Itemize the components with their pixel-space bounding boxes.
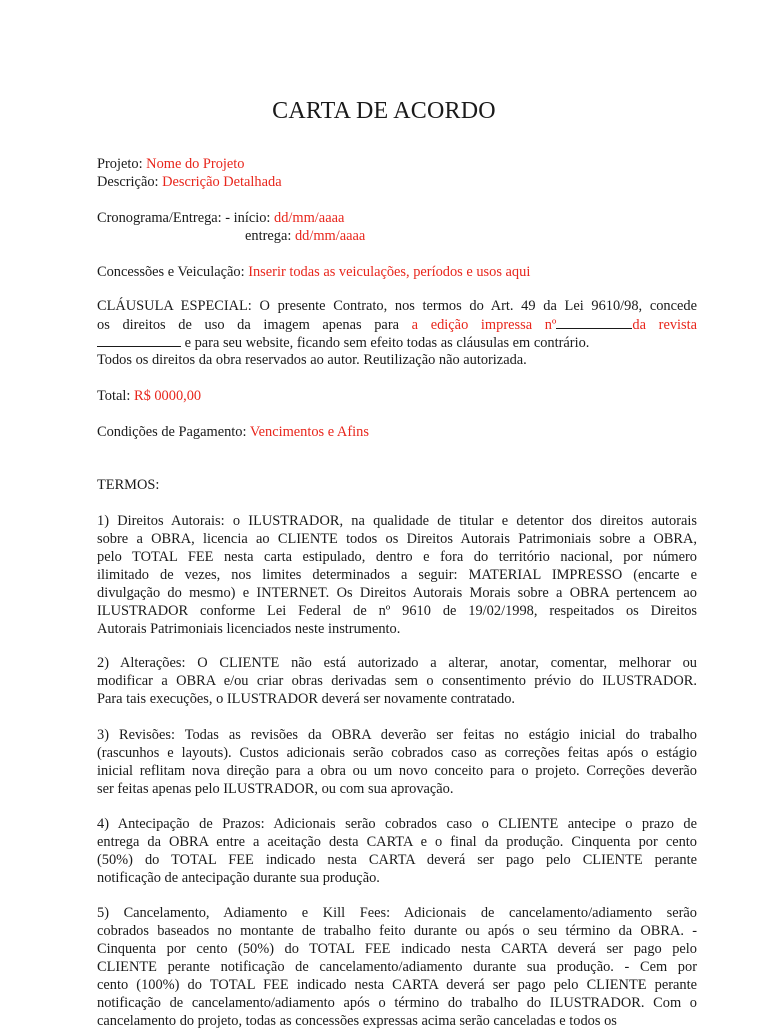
entrega-label: entrega: <box>245 228 295 244</box>
term-line: (50%) do TOTAL FEE indicado nesta CARTA deverá ser pago pelo CLIENTE perante <box>97 852 697 868</box>
term-line: modificar a OBRA e/ou criar obras derivadas sem o consentimento prévio do ILUSTRADOR. <box>97 673 697 689</box>
concessoes-value: Inserir todas as veiculações, períodos e usos aqui <box>248 264 531 280</box>
term-line: entrega da OBRA entre a aceitação desta CARTA e o final da produção. Cinquenta por cento <box>97 834 697 850</box>
total-label: Total: <box>97 388 134 404</box>
page-title: CARTA DE ACORDO <box>272 98 496 124</box>
concessoes-line <box>97 263 530 281</box>
term-line: notificação de cancelamento/adiamento após o término do trabalho do ILUSTRADOR. Com o <box>97 995 697 1011</box>
concessoes-label: Concessões e Veiculação: <box>97 264 249 280</box>
term-2 <box>97 654 697 708</box>
term-line: notificação de antecipação durante sua produção. <box>97 870 380 886</box>
clausula-especial <box>97 297 697 369</box>
projeto-label: Projeto: <box>97 156 147 172</box>
termos-heading: TERMOS: <box>97 477 160 493</box>
term-line: pelo TOTAL FEE nesta carta estipulado, dentro e fora do território nacional, por número <box>97 549 697 565</box>
term-line: 3) Revisões: Todas as revisões da OBRA deverão ser feitas no estágio inicial do trabalho <box>97 727 697 743</box>
descricao-value: Descrição Detalhada <box>162 174 282 190</box>
term-line: inicial reflitam nova direção para a obra ou um novo conceito para o projeto. Correções deverão <box>97 763 697 779</box>
term-5 <box>97 904 697 1030</box>
term-line: sobre a OBRA, licencia ao CLIENTE todos os Direitos Autorais Patrimoniais sobre a OBRA, <box>97 531 697 547</box>
edicao-blank <box>556 315 632 329</box>
term-line: cancelamento do projeto, todas as concessões expressas acima serão canceladas e todos os <box>97 1013 617 1029</box>
term-line: 4) Antecipação de Prazos: Adicionais serão cobrados caso o CLIENTE antecipe o prazo de <box>97 816 697 832</box>
pagamento-label: Condições de Pagamento: <box>97 424 250 440</box>
entrega-line <box>245 227 365 245</box>
website-blank <box>97 333 181 347</box>
projeto-value: Nome do Projeto <box>146 156 245 172</box>
clausula-line-4: Todos os direitos da obra reservados ao autor. Reutilização não autorizada. <box>97 352 527 368</box>
descricao-label: Descrição: <box>97 174 163 190</box>
cronograma-inicio: dd/mm/aaaa <box>274 210 345 226</box>
term-line: ilimitado de vezes, nos limites determinados a seguir: MATERIAL IMPRESSO (encarte e <box>97 567 697 583</box>
term-line: cento (100%) do TOTAL FEE indicado nesta CARTA deverá ser pago pelo CLIENTE perante <box>97 977 697 993</box>
clausula-line-2 <box>97 315 697 333</box>
term-line: ILUSTRADOR conforme Lei Federal de nº 9610 de 19/02/1998, respeitados os Direitos <box>97 603 697 619</box>
term-line: 2) Alterações: O CLIENTE não está autorizado a alterar, anotar, comentar, melhorar ou <box>97 655 697 671</box>
term-1 <box>97 512 697 638</box>
term-line: 1) Direitos Autorais: o ILUSTRADOR, na qualidade de titular e detentor dos direitos autorais <box>97 513 697 529</box>
term-line: (rascunhos e layouts). Custos adicionais serão cobrados caso as correções feitas após o estágio <box>97 745 697 761</box>
term-4 <box>97 815 697 887</box>
term-line: cobrados baseados no montante de trabalho feito durante ou após o seu término da OBRA. - <box>97 923 697 939</box>
total-value: R$ 0000,00 <box>133 388 202 404</box>
cronograma-label: Cronograma/Entrega: - início: <box>97 210 275 226</box>
clausula-revista: da revista <box>632 317 698 333</box>
projeto-line <box>97 155 245 173</box>
clausula-line-2-text: os direitos de uso da imagem apenas para <box>97 317 412 333</box>
descricao-line <box>97 173 282 191</box>
entrega-value: dd/mm/aaaa <box>294 228 366 244</box>
clausula-line-1: CLÁUSULA ESPECIAL: O presente Contrato, nos termos do Art. 49 da Lei 9610/98, concede <box>97 298 697 314</box>
total-line <box>97 387 201 405</box>
clausula-line-3-text: e para seu website, ficando sem efeito todas as cláusulas em contrário. <box>181 335 590 351</box>
term-line: ser feitas apenas pelo ILUSTRADOR, ou com sua aprovação. <box>97 781 454 797</box>
term-line: Para tais execuções, o ILUSTRADOR deverá ser novamente contratado. <box>97 691 515 707</box>
term-line: divulgação do mesmo) e INTERNET. Os Direitos Autorais Morais sobre a OBRA pertencem ao <box>97 585 697 601</box>
term-line: Cinquenta por cento (50%) do TOTAL FEE indicado nesta CARTA deverá ser pago pelo <box>97 941 697 957</box>
clausula-edicao: a edição impressa nº <box>411 317 557 333</box>
pagamento-line <box>97 423 369 441</box>
term-line: 5) Cancelamento, Adiamento e Kill Fees: Adicionais de cancelamento/adiamento serão <box>97 905 697 921</box>
term-3 <box>97 726 697 798</box>
clausula-line-3 <box>97 333 697 351</box>
term-line: CLIENTE perante notificação de cancelamento/adiamento durante sua produção. - Cem por <box>97 959 697 975</box>
term-line: Autorais Patrimoniais licenciados neste instrumento. <box>97 621 401 637</box>
cronograma-line <box>97 209 344 227</box>
pagamento-value: Vencimentos e Afins <box>249 424 369 440</box>
